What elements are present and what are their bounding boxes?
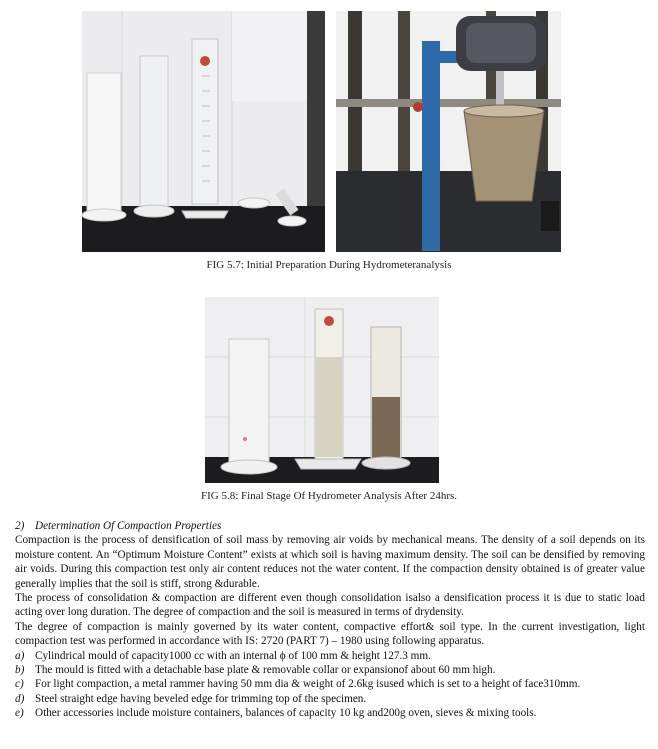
list-marker: b) — [15, 664, 25, 677]
list-item — [15, 677, 645, 691]
list-item — [15, 663, 645, 677]
paragraph-compaction-definition: Compaction is the process of densification of soil mass by removing air voids by mechanical means. The density of a soil depends on its moisture content. An “Optimum Moisture Content” exists at which soil is having maximum density. The soil can be densified by removing air voids. During this compaction test only air content reduces not the water content. If the compaction density obtained is of greater value generally implies that the soil is stiff, strong &durable. — [15, 534, 645, 590]
paragraph-consolidation-vs-compaction: The process of consolidation & compaction are different even though consolidation isalso a densification process it is due to static load acting over long duration. The degree of compaction and the soil is measured in terms of drydensity. — [15, 592, 645, 619]
section-heading — [15, 519, 645, 533]
list-item — [15, 692, 645, 706]
list-text: Steel straight edge having beveled edge for trimming top of the specimen. — [35, 692, 367, 705]
figure-caption-5-7: FIG 5.7: Initial Preparation During Hydrometeranalysis — [206, 259, 452, 271]
section-title: Determination Of Compaction Properties — [35, 520, 222, 532]
photo-stirring-apparatus — [336, 11, 561, 252]
photo-final-stage-cylinders — [205, 297, 439, 483]
list-marker: e) — [15, 707, 24, 720]
list-marker: a) — [15, 649, 25, 662]
list-text: Cylindrical mould of capacity1000 cc with an internal ϕ of 100 mm & height 127.3 mm. — [35, 649, 431, 662]
figure-caption-5-8: FIG 5.8: Final Stage Of Hydrometer Analysis After 24hrs. — [200, 490, 458, 502]
photo-hydrometer-cylinders — [82, 11, 325, 252]
list-text: For light compaction, a metal rammer having 50 mm dia & weight of 2.6kg isused which is set to a height of face310mm. — [35, 678, 581, 691]
section-number: 2) — [15, 520, 25, 532]
apparatus-list — [15, 649, 645, 721]
list-text: Other accessories include moisture containers, balances of capacity 10 kg and200g oven, sieves & mixing tools. — [35, 707, 537, 720]
compaction-section — [15, 519, 645, 721]
list-marker: c) — [15, 678, 24, 691]
list-text: The mould is fitted with a detachable base plate & removable collar or expansionof about 60 mm high. — [35, 664, 496, 677]
list-marker: d) — [15, 692, 25, 705]
list-item — [15, 706, 645, 720]
paragraph-degree-of-compaction: The degree of compaction is mainly governed by its water content, compactive effort& soil type. In the current investigation, light compaction test was performed in accordance with IS: 2720 (PART 7) – 1980 using following apparatus. — [15, 620, 645, 648]
list-item — [15, 649, 645, 663]
